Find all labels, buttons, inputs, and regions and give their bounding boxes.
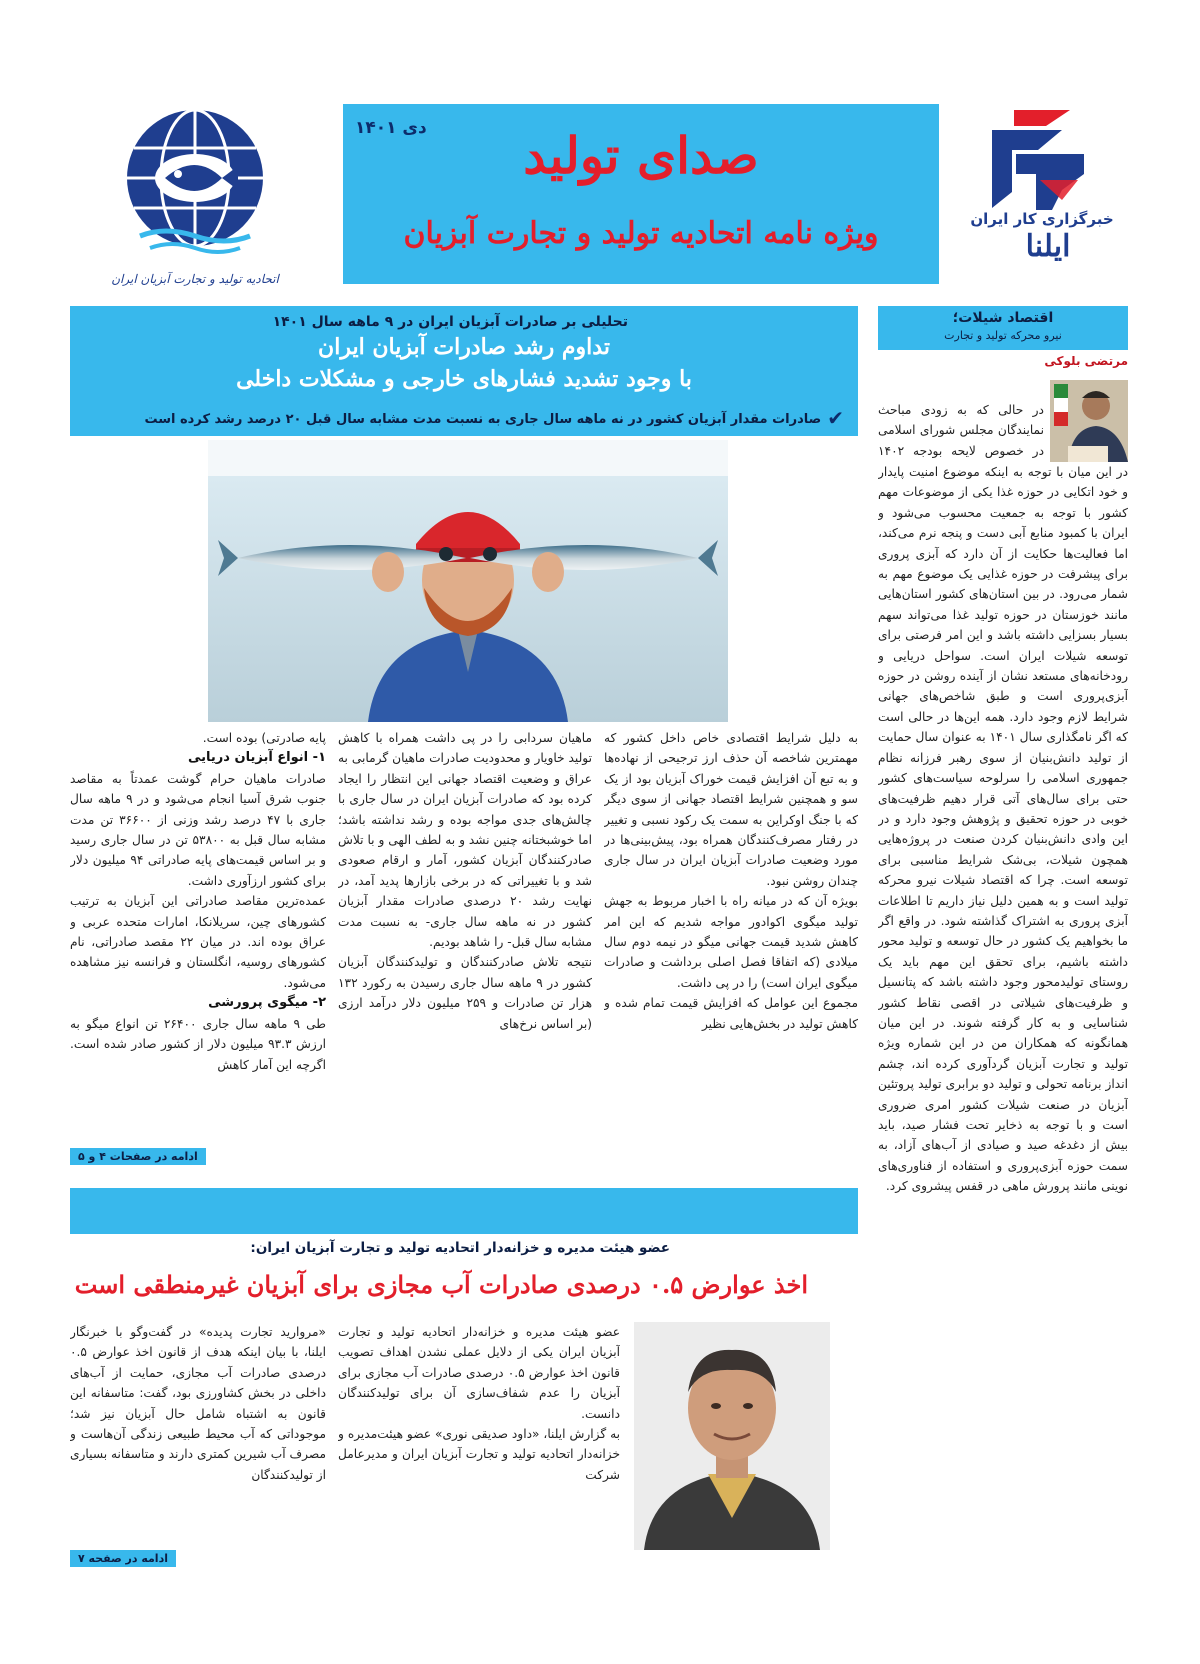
ilna-logo <box>952 100 1128 266</box>
lead-col3-heading-2: ۲- میگوی پرورشی <box>208 995 326 1011</box>
lead-col3-intro: پایه صادرتی) بوده است. <box>202 731 326 745</box>
fisherman-photo <box>208 440 728 722</box>
author-photo <box>1050 380 1128 462</box>
lead-column-1 <box>604 728 858 1128</box>
second-col1-p2: به گزارش ایلنا، «داود صدیقی نوری» عضو هیئت‌مدیره و خزانه‌دار اتحادیه تولید و تجارت آبزیان ایران و مدیرعامل شرکت <box>338 1427 620 1482</box>
sidebar-author: مرتضی بلوکی <box>1044 354 1128 368</box>
lead-col2-p1: ماهیان سردابی را در پی داشت همراه با کاهش تولید خاویار و محدودیت صادرات ماهیان گرمابی به عراق و وضعیت اقتصاد جهانی این انتظار را ایجاد کرده بود که صادرات آبزیان ایران در سال جاری با چالش‌های جدی مواجه بوده و رشد نداشته باشد؛ اما خوشبختانه چنین نشد و به لطف الهی و با تلاش صادرکنندگان آبزیان کشور، آمار و ارقام صعودی شد و با تغییراتی که در برخی بازارها پدید آمد، در نهایت رشد ۲۰ درصدی صادرات مقدار آبزیان کشور در نه ماهه سال جاری- به نسبت مدت مشابه سال قبل- را شاهد بودیم. <box>338 731 592 950</box>
sidebar-body-text: در این میان با توجه به اینکه موضوع امنیت پایدار و خود اتکایی در حوزه غذا یکی از موضوعات مهم کشور با توجه به جمعیت محسوب می‌شود و ایران با کمبود منابع آبی دست و پنجه نرم می‌کند، اما فعالیت‌ها حکایت از آن دارد که آبزی پروری برای پیشرفت در حوزه غذایی یک موضوع مهم به شمار می‌رود. در بین استان‌های کشور استان‌هایی مانند خوزستان در حوزه تولید غذا می‌تواند سهم بسیار بسزایی داشته باشد و این امر فرصتی برای توسعه شیلات ایران است. سواحل دریایی و رودخانه‌های مستعد نشان از آینده روشن در حوزه آبزی‌پروری است و طبق شاخص‌های جهانی شرایط لازم وجود دارد. همه این‌ها در حالی است که اگر نامگذاری سال ۱۴۰۱ به عنوان سال حمایت از تولید دانش‌بنیان از سوی رهبر فرزانه نظام جمهوری اسلامی را سرلوحه سیاست‌های کشور حتی برای سال‌های آتی قرار دهیم ظرفیت‌های خوبی در حوزه تحقیق و پژوهش وجود دارد و در این وادی دانش‌بنیان کردن صنعت در پروژه‌هایی همچون شیلات، بی‌شک شرایط مناسبی برای توسعه است. چرا که اقتصاد شیلات نیرو محرکه تولید است و به همین دلیل نیاز داریم تا اطلاعات آبزی پروری به اشتراک گذاشته شود. در واقع اگر ما بخواهیم یک کشور در حال توسعه و تولید محور داشته باشیم، برای تحقق این مهم باید یک روستای تولیدمحور وجود داشته باشد که پتانسیل و ظرفیت‌های شیلاتی در اقصی نقاط کشور شناسایی و به کار گرفته شوند. در این میان همانگونه که همکاران من در این شماره ویژه تولید و تجارت آبزیان گردآوری کرده اند، چشم انداز برنامه تحولی و تولید دو برابری تولید پروتئین آبزیان در صنعت شیلات کشور امری ضروری است و با توجه به ذخایر تحت فشار صید، باید بیش از دغدغه صید و صیادی از آب‌های آزاد، به سمت حوزه آبزی‌پروری و استفاده از فناوری‌های نوینی مانند پرورش ماهی در قفس پیشروی کرد. <box>878 465 1128 1194</box>
second-col1-p1: عضو هیئت مدیره و خزانه‌دار اتحادیه تولید و تجارت آبزیان ایران یکی از دلایل عملی نشدن اهداف تصویب قانون اخذ عوارض ۰.۵ درصدی صادرات آب مجازی برای آبزیان را عدم شفاف‌سازی آن برای تولیدکنندگان دانست. <box>338 1325 620 1421</box>
union-logo <box>110 100 280 300</box>
interviewee-photo <box>634 1322 830 1550</box>
lead-column-3 <box>70 728 326 1128</box>
issue-date: دی ۱۴۰۱ <box>355 118 427 138</box>
lead-col3-p3: طی ۹ ماهه سال جاری ۲۶۴۰۰ تن انواع میگو به ارزش ۹۳.۳ میلیون دلار از کشور صادر شده است. اگرچه این آمار کاهش <box>70 1016 326 1072</box>
sidebar-body-lead <box>878 400 1044 458</box>
sidebar-title: اقتصاد شیلات؛ <box>952 310 1054 326</box>
second-column-1 <box>338 1322 620 1542</box>
globe-fish-icon <box>110 100 280 270</box>
union-caption: اتحادیه تولید و تجارت آبزیان ایران <box>111 272 279 286</box>
sidebar-subtitle: نیرو محرکه تولید و تجارت <box>944 329 1062 342</box>
lead-headline-1: تداوم رشد صادرات آبزیان ایران <box>318 334 610 360</box>
lead-col3-heading-1: ۱- انواع آبزیان دریایی <box>188 750 326 766</box>
second-continued-link[interactable]: ادامه در صفحه ۷ <box>70 1550 176 1567</box>
second-headline: اخذ عوارض ۰.۵ درصدی صادرات آب مجازی برای آبزیان غیرمنطقی است <box>74 1270 808 1299</box>
ilna-logo-wordmark: ایلنا <box>1025 229 1071 264</box>
lead-col3-p1: صادرات ماهیان حرام گوشت عمدتاً به مقاصد جنوب شرق آسیا انجام می‌شود و در ۹ ماهه سال جاری با ۴۷ درصد رشد وزنی از ۳۶۶۰۰ تن مدت مشابه سال قبل به ۵۳۸۰۰ تن در سال جاری رسید و بر اساس قیمت‌های پایه صادراتی ۹۴ میلیون دلار برای کشور ارزآوری داشت. <box>70 771 326 888</box>
sidebar-body-lead-text: در حالی که به زودی مباحث نمایندگان مجلس شورای اسلامی در خصوص لایحه بودجه ۱۴۰۲ <box>878 403 1044 458</box>
lead-col1-p3: مجموع این عوامل که افزایش قیمت تمام شده و کاهش تولید در بخش‌هایی نظیر <box>604 996 858 1031</box>
lead-summary <box>80 406 844 430</box>
lead-col1-p2: بویژه آن که در میانه راه با اخبار مربوط به جهش تولید میگوی اکوادور مواجه شدیم که این امر کاهش شدید قیمت جهانی میگو در نیمه دوم سال میلادی (که اتفاقا فصل اصلی برداشت و صادرات میگوی ایران است) را در پی داشت. <box>604 894 858 990</box>
newsletter-subtitle: ویژه نامه اتحادیه تولید و تجارت آبزیان <box>403 216 879 251</box>
second-story-bar <box>70 1188 858 1234</box>
second-col2-p1: «مروارید تجارت پدیده» در گفت‌وگو با خبرنگار ایلنا، با بیان اینکه هدف از قانون اخذ عوارض ۰.۵ درصدی صادرات آب مجازی، حمایت از آب‌های داخلی در بخش کشاورزی بود، گفت: متاسفانه این قانون به اشتباه شامل حال آبزیان نیز شد؛ موجوداتی که آب محیط طبیعی زندگی آن‌هاست و مصرف آب شیرین کمتری دارند و متاسفانه بسیاری از تولیدکنندگان <box>70 1325 326 1482</box>
newsletter-title: صدای تولید <box>523 126 759 185</box>
lead-summary-text: صادرات مقدار آبزیان کشور در نه ماهه سال جاری به نسبت مدت مشابه سال قبل ۲۰ درصد رشد کرده است <box>144 412 822 427</box>
sidebar-body <box>878 462 1128 1540</box>
checkmark-icon: ✔ <box>827 406 844 430</box>
sidebar-header <box>878 306 1128 350</box>
lead-headline-2: با وجود تشدید فشارهای خارجی و مشکلات داخلی <box>236 366 692 392</box>
lead-col3-p2: عمده‌ترین مقاصد صادراتی این آبزیان به ترتیب کشورهای چین، سریلانکا، امارات متحده عربی و عراق بوده اند. در میان ۲۲ مقصد صادراتی، نام کشورهای روسیه، انگلستان و فرانسه نیز مشاهده می‌شود. <box>70 894 326 990</box>
ilna-logo-text: خبرگزاری کار ایران <box>970 210 1114 228</box>
lead-column-2 <box>338 728 592 1128</box>
lead-continued-link[interactable]: ادامه در صفحات ۴ و ۵ <box>70 1148 206 1165</box>
lead-col2-p2: نتیجه تلاش صادرکنندگان و تولیدکنندگان آبزیان کشور در ۹ ماهه سال جاری رسیدن به رکورد ۱۳۲ هزار تن صادرات و ۲۵۹ میلیون دلار درآمد ارزی (بر اساس نرخ‌های <box>338 955 592 1031</box>
lead-story-header <box>70 306 858 436</box>
masthead-banner <box>343 104 939 284</box>
second-kicker: عضو هیئت مدیره و خزانه‌دار اتحادیه تولید و تجارت آبزیان ایران: <box>250 1240 670 1256</box>
lead-col1-p1: به دلیل شرایط اقتصادی خاص داخل کشور که مهمترین شاخصه آن حذف ارز ترجیحی از نهاده‌ها و به تبع آن افزایش قیمت خوراک آبزیان بود از یک سو و همچنین شرایط اقتصاد جهانی از سوی دیگر که با جنگ اوکراین به سمت یک رکود نسبی و تغییر در رفتار مصرف‌کنندگان همراه بود، پیش‌بینی‌ها در مورد وضعیت صادرات آبزیان ایران در سال جاری چندان روشن نبود. <box>604 731 858 888</box>
lead-kicker: تحلیلی بر صادرات آبزیان ایران در ۹ ماهه سال ۱۴۰۱ <box>272 314 628 330</box>
second-column-2 <box>70 1322 326 1542</box>
